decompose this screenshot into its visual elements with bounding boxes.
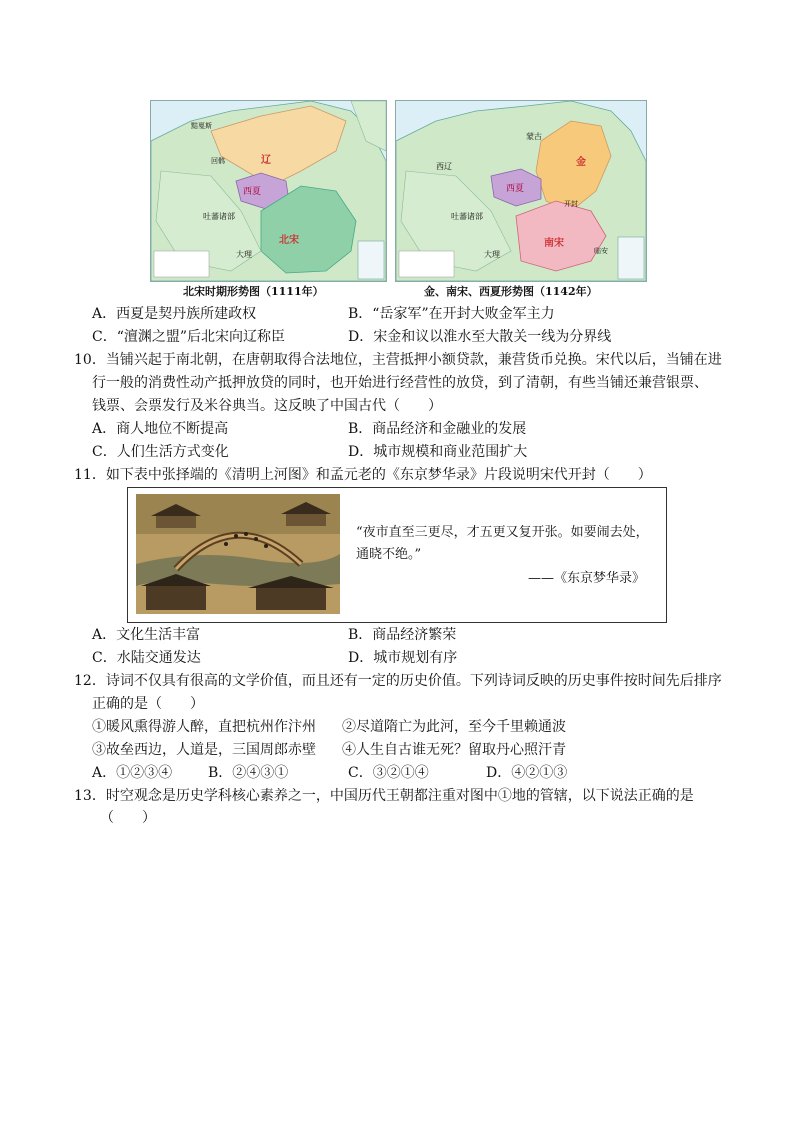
q11-option-c[interactable]: C．水陆交通发达	[92, 650, 201, 666]
map2-label-xiliao: 西辽	[436, 162, 452, 171]
qingming-painting	[136, 494, 340, 614]
q11-quote-line1: “夜市直至三更尽，才五更又复开张。如要闹去处，	[356, 525, 649, 540]
map2-label-nansong: 南宋	[544, 238, 564, 249]
map1-label-tubo: 吐蕃诸部	[203, 212, 235, 221]
map2-label-kaifeng: 开封	[564, 200, 578, 208]
map1-caption: 北宋时期形势图（1111年）	[183, 285, 324, 298]
q10-option-c[interactable]: C．人们生活方式变化	[92, 444, 229, 460]
q9-option-b[interactable]: B．“岳家军”在开封大败金军主力	[348, 306, 555, 322]
q11-quote-source: ——《东京梦华录》	[528, 571, 646, 586]
q11-material-table	[127, 487, 667, 623]
q12-option-b[interactable]: B．②④③①	[208, 765, 289, 781]
q12-option-d[interactable]: D．④②①③	[486, 765, 568, 781]
q10-stem-line3: 钱票、会票发行及米谷典当。这反映了中国古代（ ）	[92, 398, 442, 414]
q11-option-a[interactable]: A．文化生活丰富	[92, 627, 201, 643]
q12-poem-2: ②尽道隋亡为此河，至今千里赖通波	[342, 719, 566, 735]
q12-option-c[interactable]: C．③②①④	[348, 765, 429, 781]
q10-stem-line1: 10．当铺兴起于南北朝，在唐朝取得合法地位，主营抵押小额贷款，兼营货币兑换。宋代以后，当铺在进	[74, 352, 722, 368]
map1-label-huihu: 回鹘	[211, 157, 225, 165]
q11-quote-line2: 通晓不绝。”	[356, 547, 422, 562]
map1-label-xiajiasi: 黠戛斯	[191, 122, 212, 130]
map2-label-xixia: 西夏	[506, 184, 525, 194]
q12-poem-1: ①暖风熏得游人醉，直把杭州作汴州	[92, 719, 316, 735]
map2-label-linan: 临安	[594, 247, 608, 255]
q12-poem-3: ③故垒西边，人道是，三国周郎赤壁	[92, 742, 316, 758]
map2-label-jin: 金	[576, 157, 586, 168]
map2-label-menggu: 蒙古	[526, 132, 542, 141]
map1-label-song: 北宋	[279, 235, 299, 246]
map-northern-song	[150, 100, 387, 282]
q13-stem-line2: （ ）	[100, 810, 156, 826]
q11-option-b[interactable]: B．商品经济繁荣	[348, 627, 457, 643]
q13-stem-line1: 13．时空观念是历史学科核心素养之一，中国历代王朝都注重对图中①地的管辖，以下说法正确的是	[74, 788, 694, 804]
map2-label-dali: 大理	[484, 250, 500, 259]
q10-stem-line2: 行一般的消费性动产抵押放贷的同时，也开始进行经营性的放贷，到了清朝，有些当铺还兼营银票、	[92, 375, 708, 391]
qingming-painting-drawing	[136, 494, 340, 614]
q9-option-a[interactable]: A．西夏是契丹族所建政权	[92, 306, 257, 322]
q12-stem-line2: 正确的是（ ）	[92, 696, 204, 712]
q12-stem-line1: 12．诗词不仅具有很高的文学价值，而且还有一定的历史价值。下列诗词反映的历史事件按时间先后排序	[74, 673, 722, 689]
q12-poem-4: ④人生自古谁无死？留取丹心照汗青	[342, 742, 566, 758]
map1-label-dali: 大理	[236, 250, 252, 259]
map-jin-southern-song	[395, 100, 647, 282]
map1-label-xixia: 西夏	[243, 187, 262, 197]
q11-stem: 11．如下表中张择端的《清明上河图》和孟元老的《东京梦华录》片段说明宋代开封（ ）	[74, 467, 652, 483]
map2-label-tubo: 吐蕃诸部	[451, 212, 483, 221]
q9-option-d[interactable]: D．宋金和议以淮水至大散关一线为分界线	[348, 329, 612, 345]
map-northern-song-drawing	[151, 101, 386, 281]
q11-option-d[interactable]: D．城市规划有序	[348, 650, 458, 666]
map1-label-liao: 辽	[261, 155, 271, 166]
map2-caption: 金、南宋、西夏形势图（1142年）	[424, 285, 598, 298]
q12-option-a[interactable]: A．①②③④	[92, 765, 173, 781]
q10-option-a[interactable]: A．商人地位不断提高	[92, 421, 229, 437]
q9-option-c[interactable]: C．“澶渊之盟”后北宋向辽称臣	[92, 329, 286, 345]
q10-option-b[interactable]: B．商品经济和金融业的发展	[348, 421, 527, 437]
q10-option-d[interactable]: D．城市规模和商业范围扩大	[348, 444, 528, 460]
